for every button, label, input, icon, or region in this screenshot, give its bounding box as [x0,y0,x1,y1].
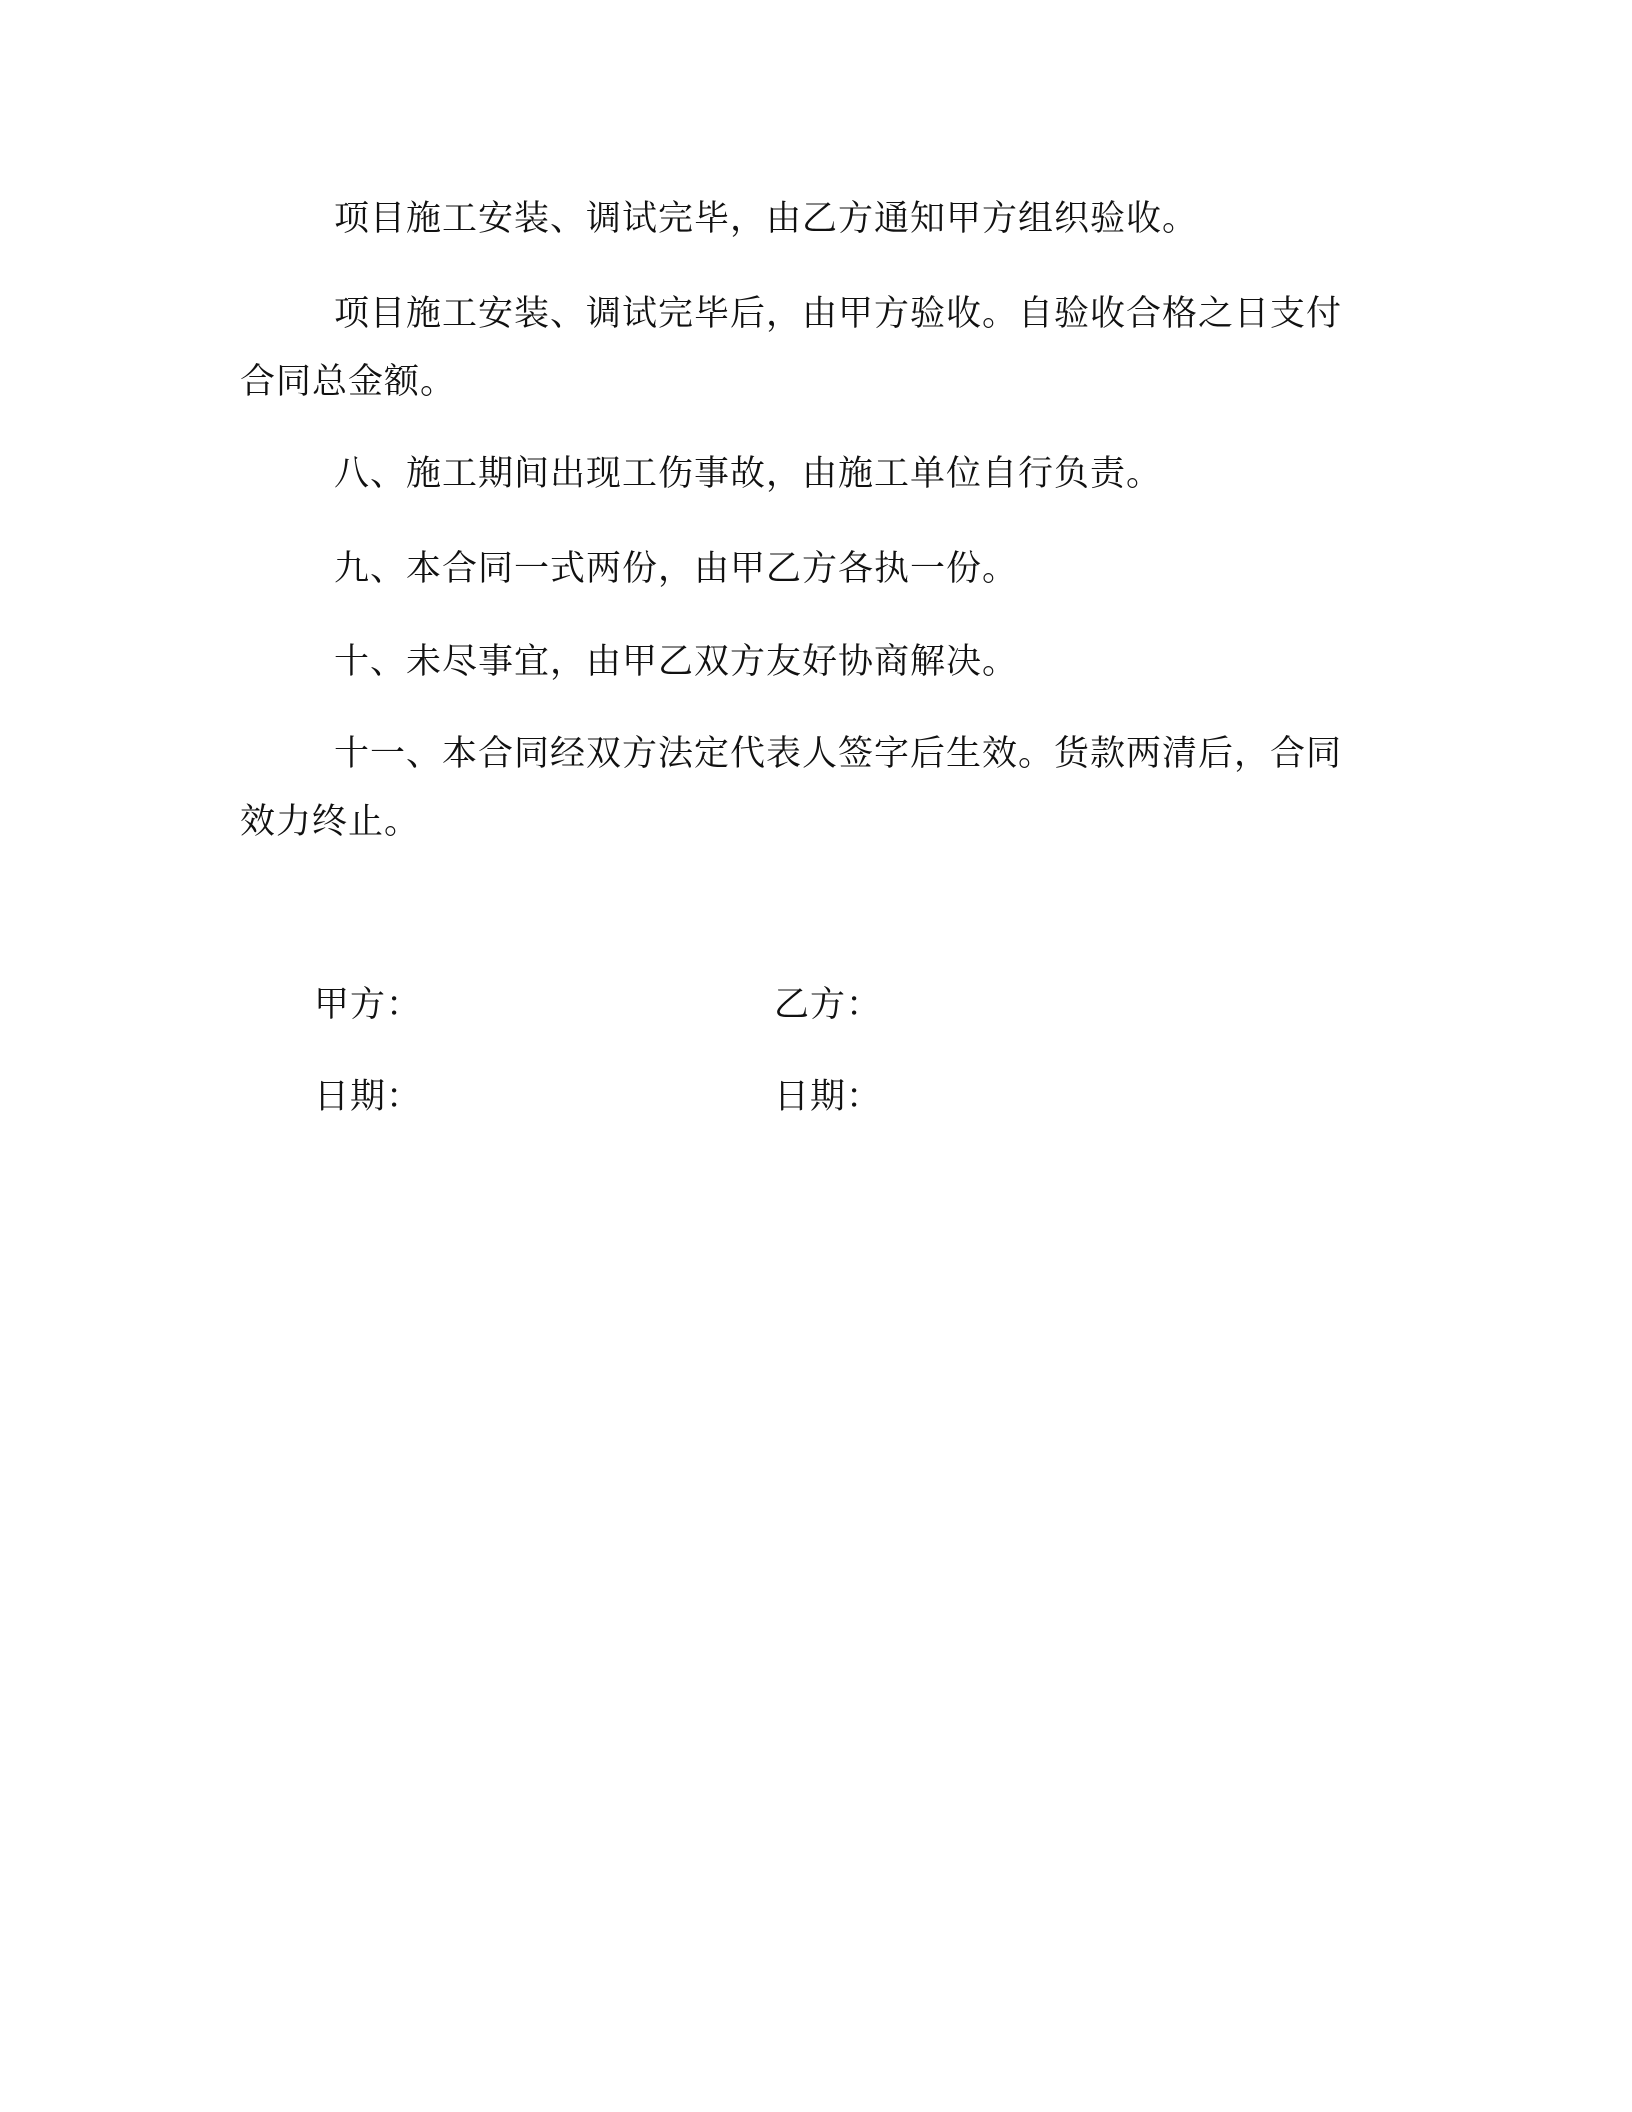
party-b-signature-label: 乙方： [774,985,883,1025]
clause-11-effect: 十一、本合同经双方法定代表人签字后生效。货款两清后，合同效力终止。 [240,734,1343,842]
party-a-date-label: 日期： [314,1077,423,1117]
party-a-signature-label: 甲方： [314,985,423,1025]
clause-9-copies: 九、本合同一式两份，由甲乙方各执一份。 [334,549,1019,589]
clause-8-injury: 八、施工期间出现工伤事故，由施工单位自行负责。 [334,454,1163,494]
paragraph-acceptance-notice: 项目施工安装、调试完毕，由乙方通知甲方组织验收。 [334,199,1199,239]
party-b-date-label: 日期： [774,1077,883,1117]
paragraph-acceptance-payment: 项目施工安装、调试完毕后，由甲方验收。自验收合格之日支付合同总金额。 [240,294,1343,402]
clause-10-negotiation: 十、未尽事宜，由甲乙双方友好协商解决。 [334,642,1019,682]
